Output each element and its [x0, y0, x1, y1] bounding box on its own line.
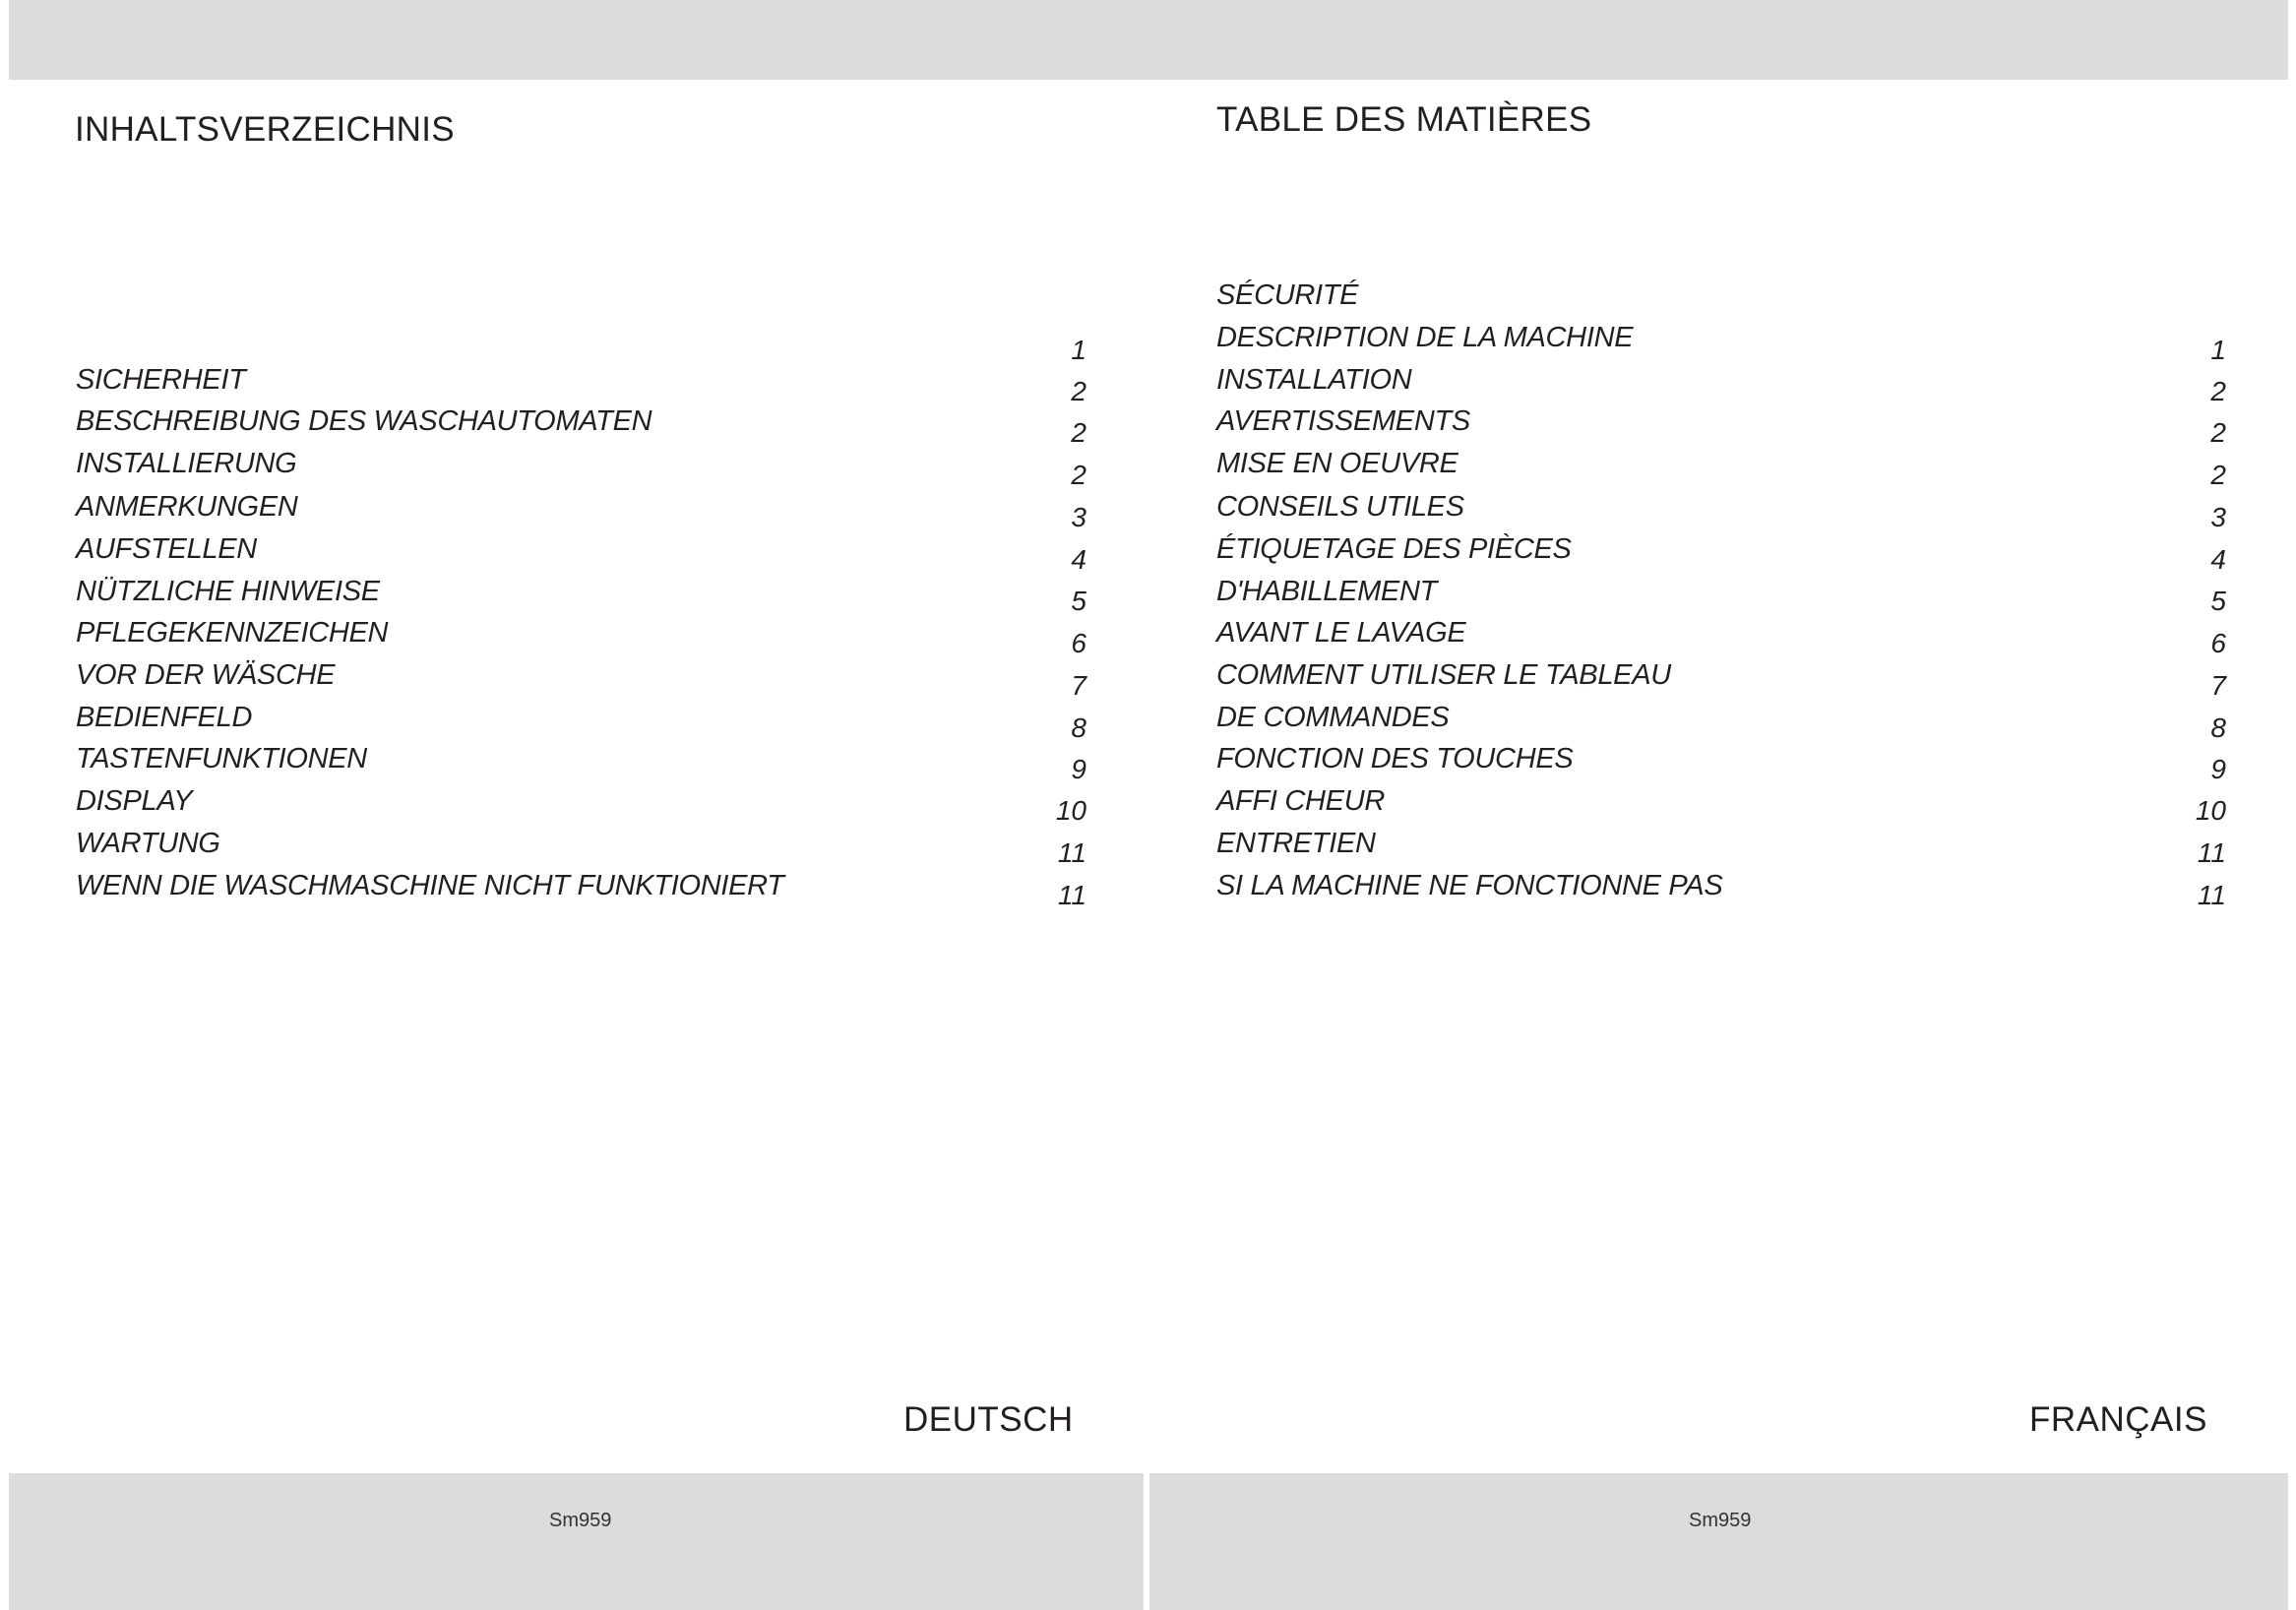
- toc-entry: FONCTION DES TOUCHES: [1216, 743, 1574, 774]
- toc-entry: SICHERHEIT: [76, 364, 246, 396]
- toc-entry: BESCHREIBUNG DES WASCHAUTOMATEN: [76, 405, 652, 437]
- page-number: 10: [2195, 795, 2226, 826]
- page-number: 6: [2210, 628, 2226, 658]
- page-number: 11: [1057, 837, 1086, 868]
- toc-entry: D'HABILLEMENT: [1216, 576, 1438, 607]
- page-number: 8: [2210, 712, 2226, 743]
- toc-entry: MISE EN OEUVRE: [1216, 448, 1458, 479]
- right-footer-band: [1149, 1473, 2288, 1610]
- right-language-label: FRANÇAIS: [2029, 1400, 2207, 1439]
- toc-entry: VOR DER WÄSCHE: [76, 659, 336, 691]
- page-number: 5: [2210, 586, 2226, 616]
- toc-entry: WENN DIE WASCHMASCHINE NICHT FUNKTIONIERT: [76, 870, 784, 901]
- page-number: 1: [1071, 335, 1086, 365]
- toc-entry: WARTUNG: [76, 828, 220, 859]
- page-number: 2: [2210, 460, 2226, 490]
- toc-entry: SÉCURITÉ: [1216, 279, 1359, 311]
- page-number: 9: [2210, 754, 2226, 784]
- toc-entry: INSTALLIERUNG: [76, 448, 297, 479]
- page-number: 8: [1071, 712, 1086, 743]
- toc-entry: ENTRETIEN: [1216, 828, 1376, 859]
- top-band: [9, 0, 2288, 80]
- page-number: 10: [1055, 795, 1086, 826]
- toc-entry: AFFI CHEUR: [1216, 785, 1386, 817]
- toc-entry: AVANT LE LAVAGE: [1216, 617, 1466, 649]
- page-number: 1: [2210, 335, 2226, 365]
- toc-entry: DISPLAY: [76, 785, 193, 817]
- page-number: 4: [1071, 544, 1086, 575]
- toc-entry: AVERTISSEMENTS: [1216, 405, 1470, 437]
- left-model-number: Sm959: [549, 1510, 612, 1531]
- toc-entry: CONSEILS UTILES: [1216, 491, 1464, 523]
- page-number: 2: [2210, 417, 2226, 448]
- left-footer-band: [9, 1473, 1144, 1610]
- toc-entry: NÜTZLICHE HINWEISE: [76, 576, 380, 607]
- page-number: 5: [1071, 586, 1086, 616]
- toc-entry: INSTALLATION: [1216, 364, 1412, 396]
- page-number: 11: [2197, 837, 2226, 868]
- page-number: 11: [1057, 880, 1086, 910]
- page-number: 2: [2210, 376, 2226, 406]
- page-number: 3: [1071, 502, 1086, 532]
- page-number: 7: [1071, 670, 1086, 701]
- page-number: 3: [2210, 502, 2226, 532]
- right-toc-title: TABLE DES MATIÈRES: [1216, 100, 1592, 139]
- toc-entry: ÉTIQUETAGE DES PIÈCES: [1216, 533, 1572, 565]
- page-number: 11: [2197, 880, 2226, 910]
- page-number: 2: [1071, 460, 1086, 490]
- left-toc-title: INHALTSVERZEICHNIS: [75, 110, 455, 149]
- toc-entry: DESCRIPTION DE LA MACHINE: [1216, 322, 1634, 353]
- toc-entry: BEDIENFELD: [76, 702, 253, 733]
- page-number: 2: [1071, 417, 1086, 448]
- toc-entry: COMMENT UTILISER LE TABLEAU: [1216, 659, 1671, 691]
- toc-entry: DE COMMANDES: [1216, 702, 1450, 733]
- page-number: 9: [1071, 754, 1086, 784]
- right-model-number: Sm959: [1689, 1510, 1752, 1531]
- page-number: 7: [2210, 670, 2226, 701]
- toc-entry: SI LA MACHINE NE FONCTIONNE PAS: [1216, 870, 1723, 901]
- toc-entry: ANMERKUNGEN: [76, 491, 298, 523]
- left-language-label: DEUTSCH: [903, 1400, 1074, 1439]
- toc-entry: TASTENFUNKTIONEN: [76, 743, 367, 774]
- page-number: 2: [1071, 376, 1086, 406]
- toc-entry: AUFSTELLEN: [76, 533, 257, 565]
- page-number: 4: [2210, 544, 2226, 575]
- toc-entry: PFLEGEKENNZEICHEN: [76, 617, 389, 649]
- page-number: 6: [1071, 628, 1086, 658]
